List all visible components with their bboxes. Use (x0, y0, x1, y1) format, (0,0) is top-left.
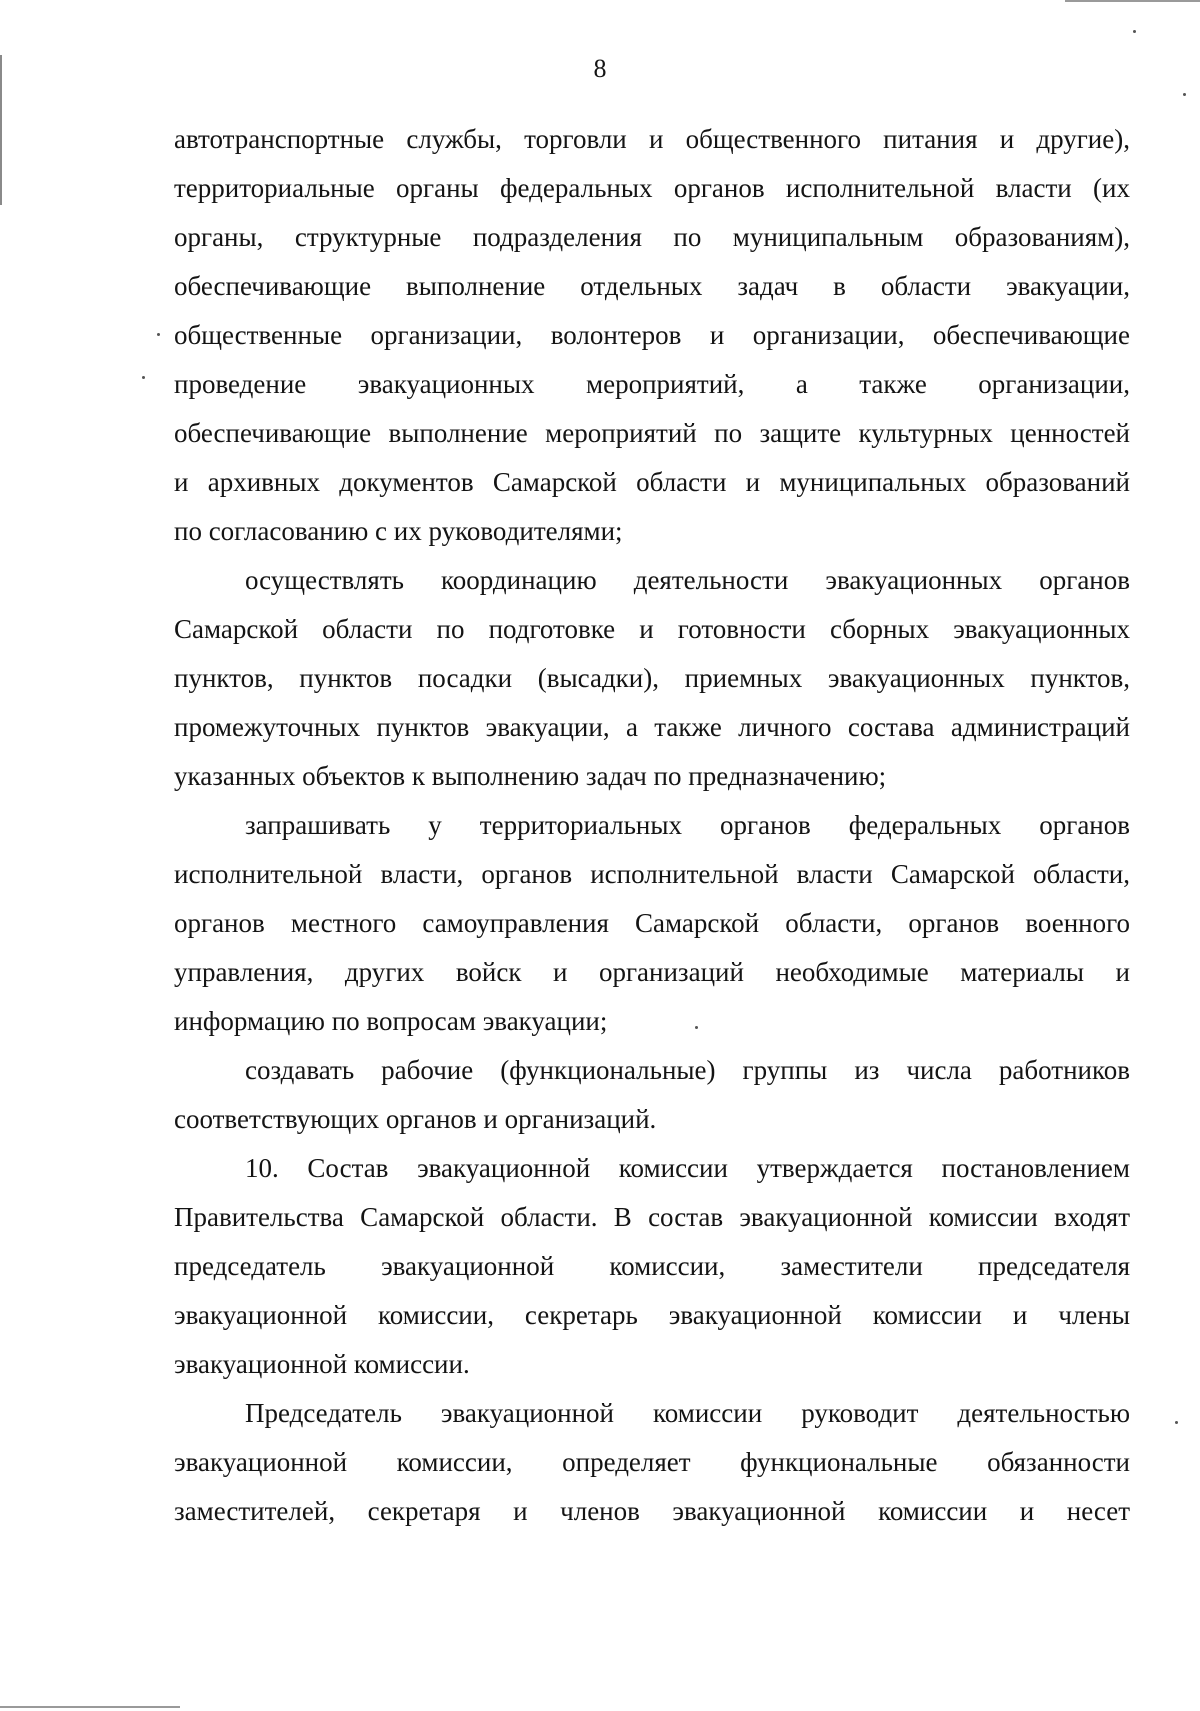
scan-speck (1175, 1421, 1178, 1424)
text-line: органов местного самоуправления Самарской области, органов военного (174, 908, 1130, 938)
page-number: 8 (593, 54, 607, 83)
text-line: и архивных документов Самарской области и муниципальных образований (174, 467, 1130, 497)
text-line: запрашивать у территориальных органов федеральных органов (245, 810, 1130, 840)
paragraph (174, 556, 1130, 801)
text-line: председатель эвакуационной комиссии, заместители председателя (174, 1251, 1130, 1281)
scan-speck (1183, 93, 1186, 96)
scan-speck (157, 333, 160, 336)
paragraph (174, 1389, 1130, 1536)
text-line: Правительства Самарской области. В состав эвакуационной комиссии входят (174, 1202, 1130, 1232)
text-line: создавать рабочие (функциональные) группы из числа работников (245, 1055, 1130, 1085)
document-body (174, 115, 1130, 1536)
text-line: эвакуационной комиссии. (174, 1349, 470, 1379)
text-line: автотранспортные службы, торговли и общественного питания и другие), (174, 124, 1130, 154)
text-line: по согласованию с их руководителями; (174, 516, 623, 546)
text-line: эвакуационной комиссии, секретарь эвакуационной комиссии и члены (174, 1300, 1130, 1330)
text-line: общественные организации, волонтеров и организации, обеспечивающие (174, 320, 1130, 350)
text-line: органы, структурные подразделения по муниципальным образованиям), (174, 222, 1130, 252)
paragraph (174, 1046, 1130, 1144)
text-line: Председатель эвакуационной комиссии руководит деятельностью (245, 1398, 1130, 1428)
scan-edge-line-bottom (0, 1706, 180, 1708)
text-line: осуществлять координацию деятельности эвакуационных органов (245, 565, 1130, 595)
text-line: Самарской области по подготовке и готовности сборных эвакуационных (174, 614, 1130, 644)
text-line: 10. Состав эвакуационной комиссии утверждается постановлением (245, 1153, 1130, 1183)
text-line: обеспечивающие выполнение отдельных задач в области эвакуации, (174, 271, 1130, 301)
text-line: заместителей, секретаря и членов эвакуационной комиссии и несет (174, 1496, 1130, 1526)
text-line: эвакуационной комиссии, определяет функциональные обязанности (174, 1447, 1130, 1477)
text-line: соответствующих органов и организаций. (174, 1104, 657, 1134)
text-line: проведение эвакуационных мероприятий, а также организации, (174, 369, 1130, 399)
text-line: информацию по вопросам эвакуации; (174, 1006, 608, 1036)
scan-speck (142, 376, 145, 379)
text-line: обеспечивающие выполнение мероприятий по защите культурных ценностей (174, 418, 1130, 448)
paragraph (174, 1144, 1130, 1389)
scan-edge-line-top (1065, 0, 1200, 2)
paragraph (174, 115, 1130, 556)
scan-speck (1133, 30, 1136, 33)
text-line: исполнительной власти, органов исполнительной власти Самарской области, (174, 859, 1130, 889)
text-line: промежуточных пунктов эвакуации, а также личного состава администраций (174, 712, 1130, 742)
text-line: территориальные органы федеральных органов исполнительной власти (их (174, 173, 1130, 203)
text-line: указанных объектов к выполнению задач по предназначению; (174, 761, 887, 791)
text-line: пунктов, пунктов посадки (высадки), приемных эвакуационных пунктов, (174, 663, 1130, 693)
text-line: управления, других войск и организаций необходимые материалы и (174, 957, 1130, 987)
paragraph (174, 801, 1130, 1046)
